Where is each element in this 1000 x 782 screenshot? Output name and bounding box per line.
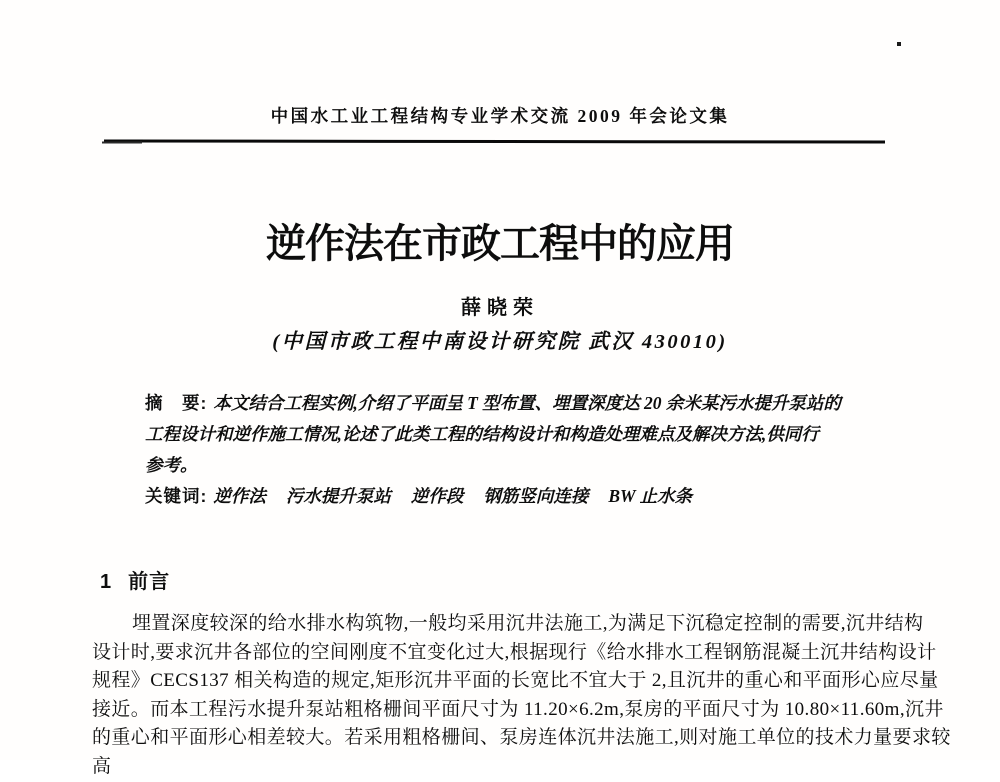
- abstract-text-line-2: 工程设计和逆作施工情况,论述了此类工程的结构设计和构造处理难点及解决方法,供同行: [145, 424, 819, 444]
- body-text-line: 设计时,要求沉井各部位的空间刚度不宜变化过大,根据现行《给水排水工程钢筋混凝土沉井结构设计: [92, 641, 937, 663]
- abstract-and-keywords: [145, 388, 861, 512]
- keyword-item: BW 止水条: [608, 486, 693, 506]
- section-title: 前言: [128, 571, 171, 593]
- author-affiliation: (中国市政工程中南设计研究院 武汉 430010): [272, 331, 728, 353]
- abstract-text-line-3: 参考。: [145, 455, 198, 475]
- body-paragraph: [92, 610, 951, 782]
- body-text-line: 埋置深度较深的给水排水构筑物,一般均采用沉井法施工,为满足下沉稳定控制的需要,沉井结构: [132, 613, 924, 634]
- keywords-line: [145, 481, 861, 512]
- keyword-item: 逆作段: [410, 486, 464, 506]
- proceedings-title: 中国水工业工程结构专业学术交流 2009 年会论文集: [270, 106, 730, 126]
- section-number: 1: [100, 571, 113, 593]
- header-divider-rule: [104, 139, 885, 143]
- keyword-item: 污水提升泵站: [285, 486, 391, 506]
- body-text-line: 接近。而本工程污水提升泵站粗格栅间平面尺寸为 11.20×6.2m,泵房的平面尺寸为 10.80×11.60m,沉井: [92, 698, 944, 720]
- abstract-text-line-1: 本文结合工程实例,介绍了平面呈 T 型布置、埋置深度达 20 余米某污水提升泵站的: [213, 393, 841, 413]
- section-heading-foreword: [100, 565, 170, 594]
- abstract-line: [145, 388, 861, 419]
- author-name: 薛晓荣: [461, 297, 539, 319]
- scan-speck-artifact: [897, 42, 901, 46]
- body-text-line: 规程》CECS137 相关构造的规定,矩形沉井平面的长宽比不宜大于 2,且沉井的重心和平面形心应尽量: [92, 670, 939, 692]
- keyword-item: 钢筋竖向连接: [483, 486, 589, 506]
- body-text-line: 的重心和平面形心相差较大。若采用粗格栅间、泵房连体沉井法施工,则对施工单位的技术力量要求较: [92, 727, 951, 749]
- paper-title: 逆作法在市政工程中的应用: [266, 222, 734, 266]
- abstract-label: 摘 要:: [145, 393, 208, 413]
- body-text-line-clipped: 高: [92, 755, 112, 777]
- keywords-label: 关键词:: [145, 486, 208, 506]
- keyword-item: 逆作法: [213, 486, 266, 506]
